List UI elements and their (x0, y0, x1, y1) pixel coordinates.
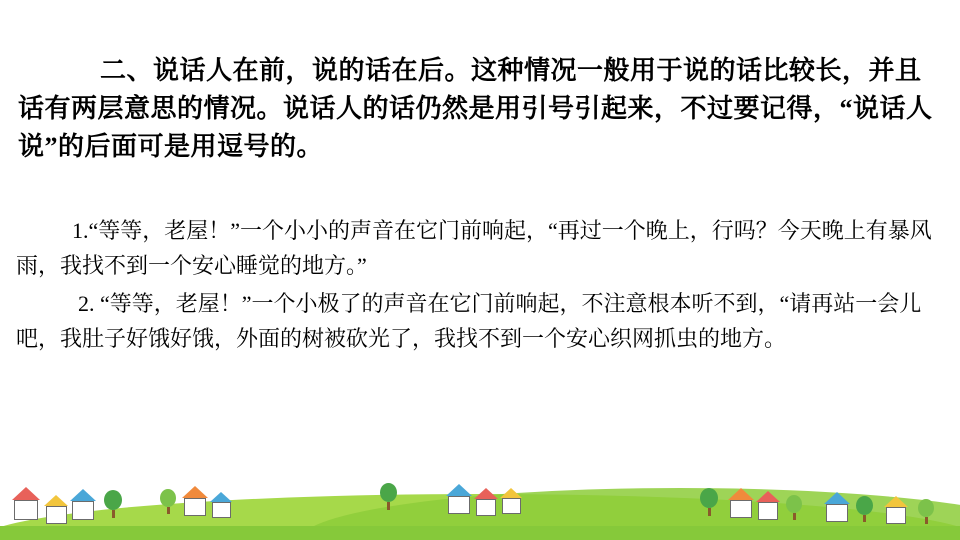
house-icon (728, 488, 754, 518)
house-icon (756, 491, 780, 520)
house-icon (44, 495, 68, 524)
house-icon (474, 488, 498, 516)
house-icon (70, 489, 96, 520)
tree-icon (160, 489, 176, 514)
paragraph-1: 1.“等等，老屋！”一个小小的声音在它门前响起，“再过一个晚上，行吗？今天晚上有暴风雨，我找不到一个安心睡觉的地方。” (16, 218, 932, 278)
house-icon (210, 492, 232, 518)
house-icon (12, 487, 40, 520)
tree-icon (786, 495, 802, 520)
grass-strip-shape (0, 526, 960, 540)
house-icon (824, 492, 850, 522)
tree-icon (700, 488, 718, 516)
house-icon (182, 486, 208, 516)
tree-icon (380, 483, 397, 510)
bottom-village-decoration (0, 468, 960, 540)
house-icon (884, 496, 908, 524)
tree-icon (104, 490, 122, 518)
house-icon (446, 484, 472, 514)
body-text-block (16, 213, 944, 359)
tree-icon (856, 496, 873, 522)
page-title: 二、说话人在前，说的话在后。这种情况一般用于说的话比较长，并且话有两层意思的情况。说话人的话仍然是用引号引起来，不过要记得，“说话人说”的后面可是用逗号的。 (18, 56, 933, 161)
paragraph-2: 2. “等等，老屋！”一个小极了的声音在它门前响起，不注意根本听不到，“请再站一会儿吧，我肚子好饿好饿，外面的树被砍光了，我找不到一个安心织网抓虫的地方。 (16, 291, 922, 351)
tree-icon (918, 499, 934, 524)
house-icon (500, 488, 522, 514)
